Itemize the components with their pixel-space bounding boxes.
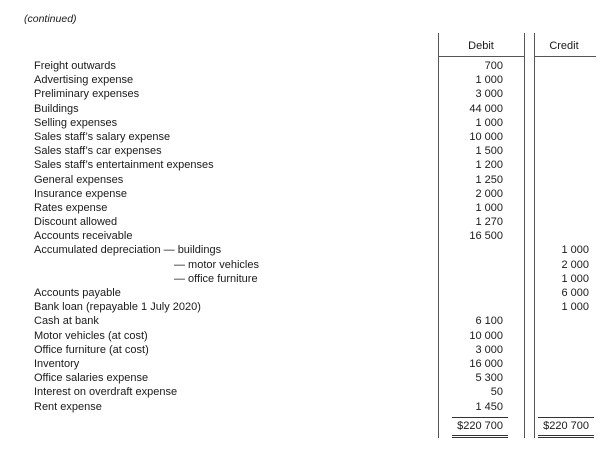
debit-value: 1 000	[475, 74, 503, 87]
debit-value: 1 250	[475, 173, 503, 186]
debit-value: 50	[490, 386, 503, 399]
account-label: General expenses	[34, 173, 124, 186]
table-row	[0, 102, 614, 116]
debit-value: 3 000	[475, 343, 503, 356]
account-label: Discount allowed	[34, 216, 118, 229]
account-label: Freight outwards	[34, 60, 116, 72]
table-row	[0, 329, 614, 343]
account-label: Inventory	[34, 357, 80, 370]
debit-value: 1 270	[475, 216, 503, 229]
credit-total-rule-top	[538, 417, 594, 418]
continued-label: (continued)	[24, 13, 77, 25]
credit-total: $220 700	[543, 420, 589, 432]
debit-total: $220 700	[457, 420, 503, 432]
debit-value: 1 000	[475, 116, 503, 129]
credit-value: 1 000	[561, 272, 589, 285]
debit-total-rule-top	[452, 417, 508, 418]
account-label: Cash at bank	[34, 315, 99, 328]
credit-header-rule	[534, 56, 596, 57]
table-row	[0, 87, 614, 101]
account-label: Office furniture (at cost)	[34, 343, 149, 356]
debit-header-rule	[438, 56, 524, 57]
credit-value: 1 000	[561, 301, 589, 314]
account-label: Selling expenses	[34, 116, 118, 129]
debit-value: 16 500	[469, 230, 503, 243]
table-row	[0, 73, 614, 87]
table-row	[0, 215, 614, 229]
account-label: Sales staff’s entertainment expenses	[34, 159, 214, 172]
debit-value: 44 000	[469, 102, 503, 115]
debit-value: 6 100	[475, 315, 503, 328]
credit-value: 2 000	[561, 258, 589, 271]
debit-value: 1 500	[475, 145, 503, 158]
debit-total-double-rule-2	[452, 437, 508, 438]
account-label: Interest on overdraft expense	[34, 386, 178, 399]
account-label: Insurance expense	[34, 187, 127, 200]
account-label: — office furniture	[174, 272, 258, 285]
trial-balance-rows	[0, 59, 614, 414]
account-label: Preliminary expenses	[34, 88, 140, 101]
table-row	[0, 272, 614, 286]
debit-value: 5 300	[475, 372, 503, 385]
account-label: Accounts payable	[34, 287, 121, 299]
table-row	[0, 343, 614, 357]
debit-value: 10 000	[469, 130, 503, 143]
debit-value: 3 000	[475, 88, 503, 101]
credit-value: 6 000	[561, 287, 589, 299]
table-row	[0, 385, 614, 399]
debit-value: 16 000	[469, 357, 503, 370]
credit-total-double-rule-2	[538, 437, 594, 438]
debit-total-double-rule-1	[452, 435, 508, 436]
table-row	[0, 187, 614, 201]
totals-row	[0, 420, 614, 434]
table-row	[0, 258, 614, 272]
table-row	[0, 173, 614, 187]
table-row	[0, 59, 614, 73]
account-label: Office salaries expense	[34, 372, 149, 385]
debit-value: 1 000	[475, 201, 503, 214]
table-row	[0, 229, 614, 243]
table-row	[0, 400, 614, 414]
credit-header: Credit	[549, 40, 579, 52]
credit-total-double-rule-1	[538, 435, 594, 436]
account-label: Accounts receivable	[34, 230, 133, 243]
debit-value: 10 000	[469, 329, 503, 342]
table-row	[0, 300, 614, 314]
table-row	[0, 286, 614, 300]
account-label: Rates expense	[34, 201, 108, 214]
table-row	[0, 371, 614, 385]
account-label: Buildings	[34, 102, 79, 115]
debit-value: 700	[484, 60, 503, 72]
account-label: Bank loan (repayable 1 July 2020)	[34, 301, 201, 314]
account-label: Rent expense	[34, 400, 102, 413]
account-label: — motor vehicles	[174, 258, 259, 271]
debit-value: 1 200	[475, 159, 503, 172]
credit-value: 1 000	[561, 244, 589, 257]
account-label: Motor vehicles (at cost)	[34, 329, 148, 342]
debit-header: Debit	[468, 40, 494, 52]
table-row	[0, 243, 614, 257]
debit-value: 1 450	[475, 400, 503, 413]
account-label: Accumulated depreciation — buildings	[34, 244, 222, 257]
table-row	[0, 144, 614, 158]
table-row	[0, 357, 614, 371]
table-row	[0, 158, 614, 172]
account-label: Sales staff’s salary expense	[34, 130, 171, 143]
account-label: Advertising expense	[34, 74, 134, 87]
account-label: Sales staff’s car expenses	[34, 145, 162, 158]
table-row	[0, 130, 614, 144]
table-row	[0, 201, 614, 215]
table-row	[0, 116, 614, 130]
debit-value: 2 000	[475, 187, 503, 200]
table-row	[0, 314, 614, 328]
